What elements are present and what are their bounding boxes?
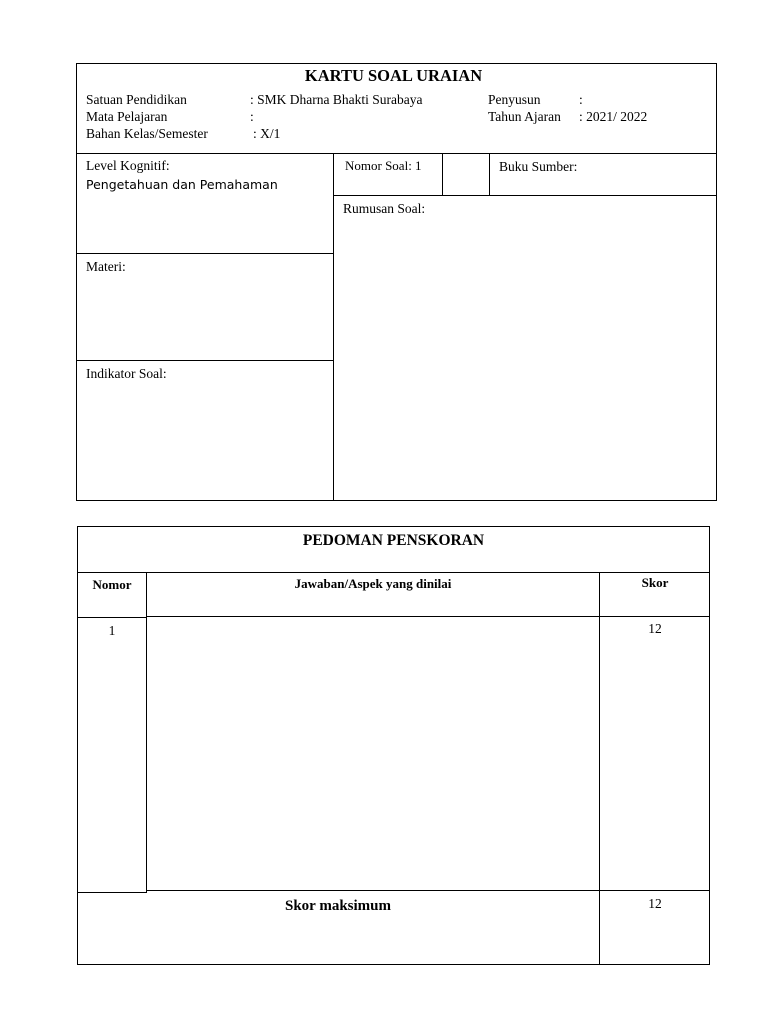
bahan-label: Bahan Kelas/Semester [86, 126, 208, 141]
mapel-label: Mata Pelajaran [86, 109, 168, 124]
column-header-divider-left [77, 617, 147, 618]
card-title: KARTU SOAL URAIAN [304, 66, 483, 85]
scoring-title-divider [77, 572, 710, 573]
nomor-soal: Nomor Soal: 1 [345, 158, 422, 173]
indikator-soal-label: Indikator Soal: [86, 366, 167, 381]
left-column-divider [333, 153, 334, 501]
buku-sumber: Buku Sumber: [499, 159, 578, 174]
nomor-box-right [489, 153, 490, 195]
col-skor-header: Skor [641, 575, 669, 590]
scoring-title: PEDOMAN PENSKORAN [302, 532, 485, 549]
col-jawaban-header: Jawaban/Aspek yang dinilai [294, 576, 452, 591]
col-nomor-header: Nomor [92, 577, 132, 592]
nomor-box-left [442, 153, 443, 195]
nomor-col-divider [146, 572, 147, 892]
materi-divider [76, 360, 333, 361]
nomor-row-divider [333, 195, 717, 196]
skor-maksimum-label: Skor maksimum [285, 898, 391, 914]
skor-maksimum-value: 12 [648, 896, 662, 911]
nomor-col-bottom [77, 892, 147, 893]
row-skor: 12 [648, 621, 662, 636]
level-kognitif-label: Level Kognitif: [86, 158, 170, 173]
tahun-label: Tahun Ajaran [488, 109, 561, 124]
mapel-value: : [250, 109, 254, 124]
satuan-value: : SMK Dharna Bhakti Surabaya [250, 92, 423, 107]
row-nomor: 1 [108, 623, 116, 638]
tahun-value: : 2021/ 2022 [579, 109, 648, 124]
penyusun-value: : [579, 92, 583, 107]
bahan-value: : X/1 [253, 126, 281, 141]
satuan-label: Satuan Pendidikan [86, 92, 187, 107]
header-divider [76, 153, 717, 154]
rumusan-soal: Rumusan Soal: [343, 201, 426, 216]
level-kognitif-value: Pengetahuan dan Pemahaman [86, 177, 278, 192]
answer-area-bottom [146, 890, 710, 891]
materi-label: Materi: [86, 259, 126, 274]
penyusun-label: Penyusun [488, 92, 541, 107]
level-divider [76, 253, 333, 254]
column-header-divider [146, 616, 710, 617]
